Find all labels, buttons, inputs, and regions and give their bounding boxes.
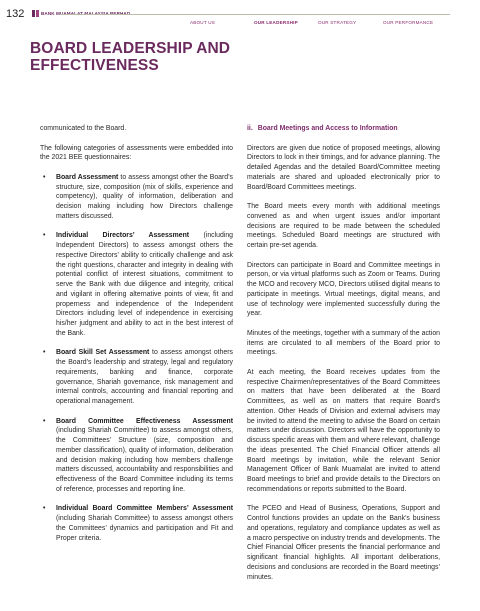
section-number: ii. <box>247 125 253 132</box>
bullet-icon: • <box>43 417 46 425</box>
assessment-term: Individual Board Committee Members’ Assessment <box>56 505 233 513</box>
bullet-icon: • <box>43 349 46 357</box>
bullet-icon: • <box>43 505 46 513</box>
header-divider <box>60 14 450 15</box>
list-item <box>40 231 233 338</box>
title-line-2: EFFECTIVENESS <box>30 57 159 74</box>
assessment-list <box>40 173 233 544</box>
nav-about-us[interactable]: ABOUT US <box>190 20 215 25</box>
paragraph: Minutes of the meetings, together with a summary of the action items are circulated to all members of the Board prior to meetings. <box>247 329 440 357</box>
assessment-text: to assess amongst others the Board’s leadership and strategy, legal and regulatory requirements, banking and finance, corporate governance, Shariah governance, risk management and internal controls, accounting and financial reporting and operational management. <box>56 349 233 405</box>
assessment-text: (including Independent Directors) to assess amongst others the respective Directors’ ability to critically challenge and ask the right questions, character and integrity in dealing with potential conflict of interest situations, commitment to serve the Bank with due diligence and integrity, critical and vigilant in offering alternative points of view, fit and properness and independence of the Independent Directors including level of independence in exercising his/her judgment and ability to act in the best interest of the Bank. <box>56 232 233 337</box>
right-column <box>247 124 440 592</box>
intro-text: communicated to the Board. <box>40 125 127 132</box>
list-item <box>40 348 233 407</box>
bank-logo-icon <box>32 9 39 18</box>
list-item <box>40 504 233 543</box>
list-item <box>40 173 233 222</box>
assessment-term: Board Assessment <box>56 173 119 181</box>
list-item <box>40 417 233 495</box>
paragraph: Directors are given due notice of proposed meetings, allowing Directors to lock in their timings, and for advance planning. The detailed Agendas and the detailed Board/Committee meeting materials are shared and uploaded electronically prior to Board/Board Committees meetings. <box>247 144 440 191</box>
brand-name: BANK MUAMALAT MALAYSIA BERHAD <box>41 11 131 16</box>
nav-our-performance[interactable]: OUR PERFORMANCE <box>383 20 434 25</box>
assessment-term: Board Committee Effectiveness Assessment <box>56 417 233 425</box>
assessment-text: to assess amongst other the Board’s structure, size, composition (mix of skills, experience and competency), quality of information, deliberation and decision making including how Directors challenge matters discussed. <box>56 173 233 220</box>
assessment-term: Board Skill Set Assessment <box>56 349 150 357</box>
paragraph: Directors can participate in Board and Committee meetings in person, or via virtual platforms such as Zoom or Teams. During the MCO and recovery MCO, Directors utilised digital means to participate in meetings. Virtual meetings, digital means, and use of technology were implemented successfully during the year. <box>247 261 440 318</box>
assessment-text: (including Shariah Committee) to assess amongst others the Committees’ dynamics and participation and Fit and Proper criteria. <box>56 515 233 542</box>
page-number: 132 <box>6 8 25 20</box>
assessment-text: (including Shariah Committee) to assess amongst others, the Committees’ Structure (size, composition and member classification), quality of information, deliberation and decision making including how members challenge matters discussed, accountability and responsibilities and effectiveness of the Board Committee including its terms of reference, processes and reporting line. <box>56 427 233 493</box>
bullet-icon: • <box>43 173 46 181</box>
assessment-term: Individual Directors’ Assessment <box>56 232 190 240</box>
paragraph: The Board meets every month with additional meetings convened as and when urgent issues and/or important decisions are required to be made between the scheduled meetings. Scheduled Board meetings are structured with certain pre-set agenda. <box>247 203 440 249</box>
left-column <box>40 124 233 553</box>
paragraph: The PCEO and Head of Business, Operations, Support and Control functions provides an update on the Bank’s business and operations, regulatory and compliance updates as well as a macro perspective on industry trends and developments. The Chief Financial Officer presents the financial performance and significant financial highlights. All important deliberations, decisions and conclusions are recorded in the Board meetings’ minutes. <box>247 505 440 581</box>
nav-our-strategy[interactable]: OUR STRATEGY <box>318 20 357 25</box>
paragraph: At each meeting, the Board receives updates from the respective Chairmen/representatives of the Board Committees on matters that have been deliberated at the Board Committees, as well as on matters that require Board’s attention. Other Heads of Division and external advisers may be invited to attend the meeting to advise the Board on certain matters under discussion. Directors will have the opportunity to discuss specific areas with them and where relevant, challenge the ideas presented. The Chief Financial Officer attends all Board meetings by invitation, while the relevant Senior Management Officer of Bank Muamalat are invited to attend Board meetings to brief and provide details to the Directors on recommendations or reports submitted to the Board. <box>247 368 440 493</box>
lead-paragraph: The following categories of assessments were embedded into the 2021 BEE questionnaires: <box>40 144 233 162</box>
bullet-icon: • <box>43 232 46 240</box>
nav-our-leadership[interactable]: OUR LEADERSHIP <box>254 20 298 25</box>
section-heading <box>247 124 440 134</box>
page-title <box>30 40 230 74</box>
section-title: Board Meetings and Access to Information <box>257 125 398 132</box>
title-line-1: BOARD LEADERSHIP AND <box>30 40 231 57</box>
